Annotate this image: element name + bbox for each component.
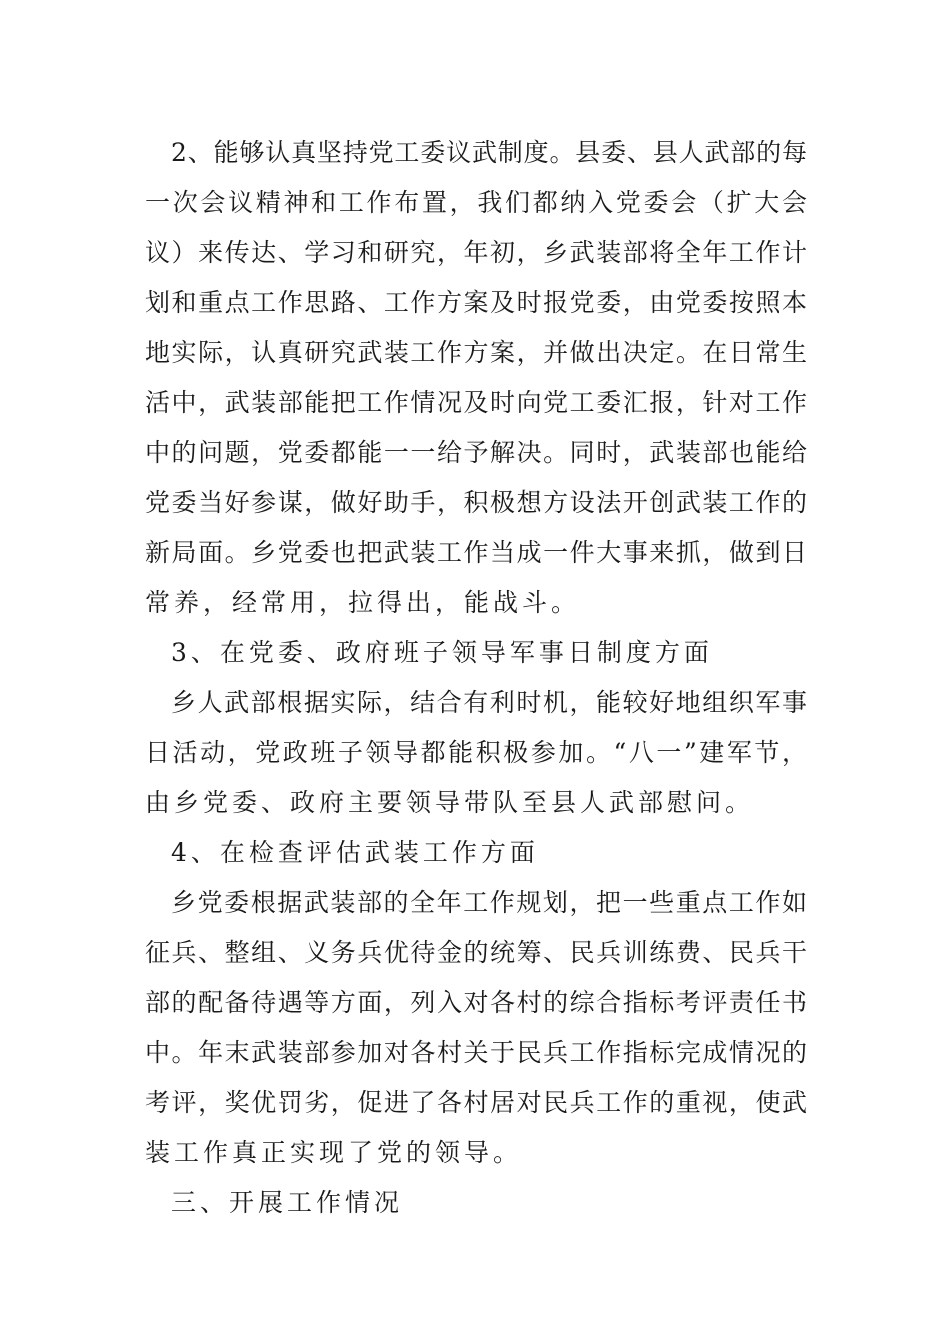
text-line: 一次会议精神和工作布置，我们都纳入党委会（扩大会 (145, 188, 807, 217)
section-heading: 三、开展工作情况 (171, 1188, 404, 1217)
text-line: 考评，奖优罚劣，促进了各村居对民兵工作的重视，使武 (145, 1088, 807, 1117)
text-line: 由乡党委、政府主要领导带队至县人武部慰问。 (145, 788, 755, 817)
text-line: 2、能够认真坚持党工委议武制度。县委、县人武部的每 (171, 138, 807, 167)
text-line: 中。年末武装部参加对各村关于民兵工作指标完成情况的 (145, 1038, 807, 1067)
text-line: 日活动，党政班子领导都能积极参加。“八一”建军节， (145, 738, 807, 767)
text-line: 地实际，认真研究武装工作方案，并做出决定。在日常生 (145, 338, 807, 367)
text-line: 乡人武部根据实际，结合有利时机，能较好地组织军事 (171, 688, 807, 717)
document-body (145, 128, 807, 1228)
text-line: 党委当好参谋，做好助手，积极想方设法开创武装工作的 (145, 488, 807, 517)
text-line: 活中，武装部能把工作情况及时向党工委汇报，针对工作 (145, 388, 807, 417)
text-line: 划和重点工作思路、工作方案及时报党委，由党委按照本 (145, 288, 807, 317)
section-heading: 4、在检查评估武装工作方面 (171, 838, 539, 867)
text-line: 部的配备待遇等方面，列入对各村的综合指标考评责任书 (145, 988, 807, 1017)
text-line: 议）来传达、学习和研究，年初，乡武装部将全年工作计 (145, 238, 807, 267)
text-line: 乡党委根据武装部的全年工作规划，把一些重点工作如 (171, 888, 807, 917)
text-line: 新局面。乡党委也把武装工作当成一件大事来抓，做到日 (145, 538, 807, 567)
text-line: 征兵、整组、义务兵优待金的统筹、民兵训练费、民兵干 (145, 938, 807, 967)
text-line: 常养，经常用，拉得出，能战斗。 (145, 588, 581, 617)
section-heading: 3、在党委、政府班子领导军事日制度方面 (171, 638, 713, 667)
text-line: 中的问题，党委都能一一给予解决。同时，武装部也能给 (145, 438, 807, 467)
text-line: 装工作真正实现了党的领导。 (145, 1138, 523, 1167)
